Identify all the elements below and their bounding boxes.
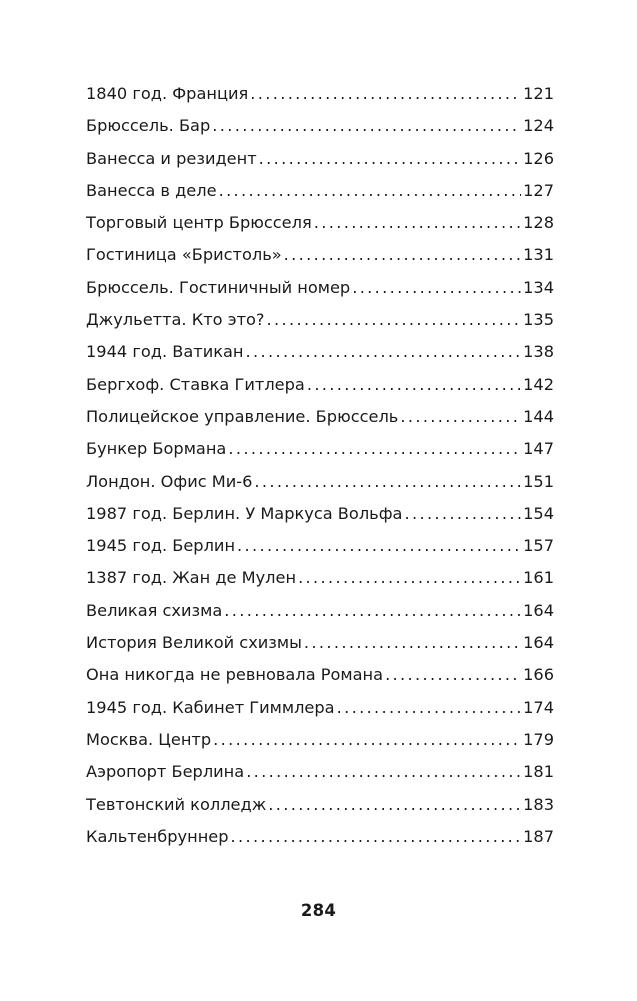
toc-entry: [86, 821, 554, 853]
toc-entry-title: Брюссель. Гостиничный номер: [86, 277, 351, 297]
toc-entry: [86, 304, 554, 336]
toc-entry-title: 1945 год. Кабинет Гиммлера: [86, 697, 335, 717]
toc-entry: [86, 595, 554, 627]
toc-entry-page: 121: [523, 84, 554, 103]
toc-dot-leader: [219, 175, 522, 207]
toc-entry-title: Бункер Бормана: [86, 439, 227, 459]
toc-dot-leader: [304, 627, 521, 659]
table-of-contents: [86, 78, 554, 853]
toc-dot-leader: [400, 401, 521, 433]
toc-entry: [86, 207, 554, 239]
toc-entry-page: 144: [523, 406, 554, 426]
toc-entry: [86, 336, 554, 368]
toc-entry-title: Бергхоф. Ставка Гитлера: [86, 374, 305, 394]
toc-dot-leader: [224, 595, 521, 627]
toc-entry-title: Ванесса в деле: [86, 180, 217, 200]
toc-dot-leader: [307, 369, 521, 401]
toc-dot-leader: [314, 207, 521, 239]
toc-entry-title: Лондон. Офис Ми-6: [86, 471, 253, 491]
toc-entry: [86, 659, 554, 691]
toc-entry: [86, 78, 554, 110]
toc-entry-page: 127: [523, 180, 554, 200]
toc-entry-page: 154: [523, 503, 554, 523]
toc-entry-page: 183: [523, 794, 554, 814]
toc-entry: [86, 239, 554, 271]
toc-entry-page: 131: [523, 245, 554, 265]
toc-entry-title: 1987 год. Берлин. У Маркуса Вольфа: [86, 503, 403, 523]
toc-entry: [86, 756, 554, 788]
toc-entry: [86, 272, 554, 304]
toc-entry-page: 134: [523, 277, 554, 297]
toc-entry: [86, 369, 554, 401]
toc-entry-page: 124: [523, 116, 554, 136]
toc-entry-page: 142: [523, 374, 554, 394]
toc-entry-title: Кальтенбруннер: [86, 826, 229, 846]
toc-dot-leader: [352, 272, 521, 304]
toc-entry-title: Брюссель. Бар: [86, 116, 211, 136]
toc-dot-leader: [259, 143, 521, 175]
toc-dot-leader: [212, 110, 521, 142]
toc-entry: [86, 724, 554, 756]
toc-entry: [86, 433, 554, 465]
toc-entry-title: Москва. Центр: [86, 729, 212, 749]
toc-dot-leader: [267, 304, 522, 336]
toc-dot-leader: [298, 562, 521, 594]
toc-entry-title: Великая схизма: [86, 600, 223, 620]
toc-entry-title: Джульетта. Кто это?: [86, 310, 265, 330]
toc-entry-page: 126: [523, 148, 554, 168]
toc-entry-title: Торговый центр Брюсселя: [86, 213, 312, 233]
toc-dot-leader: [237, 530, 521, 562]
toc-entry: [86, 110, 554, 142]
toc-dot-leader: [284, 239, 521, 271]
toc-entry-page: 128: [523, 213, 554, 233]
toc-entry-title: Тевтонский колледж: [86, 794, 267, 814]
toc-entry-page: 174: [523, 697, 554, 717]
toc-entry: [86, 562, 554, 594]
toc-dot-leader: [404, 498, 521, 530]
toc-entry-page: 157: [523, 536, 554, 556]
toc-entry-title: Она никогда не ревновала Романа: [86, 665, 384, 685]
toc-entry-title: Полицейское управление. Брюссель: [86, 406, 399, 426]
toc-entry-page: 187: [523, 826, 554, 846]
toc-entry-title: 1840 год. Франция: [86, 84, 249, 103]
toc-entry-page: 138: [523, 342, 554, 362]
toc-dot-leader: [268, 789, 521, 821]
toc-dot-leader: [246, 336, 522, 368]
toc-dot-leader: [246, 756, 521, 788]
toc-entry: [86, 401, 554, 433]
toc-entry: [86, 466, 554, 498]
toc-entry: [86, 789, 554, 821]
toc-entry: [86, 530, 554, 562]
toc-entry-title: 1945 год. Берлин: [86, 536, 236, 556]
toc-dot-leader: [213, 724, 521, 756]
toc-entry-page: 147: [523, 439, 554, 459]
toc-entry-title: 1944 год. Ватикан: [86, 342, 244, 362]
toc-entry-page: 164: [523, 633, 554, 653]
toc-entry: [86, 692, 554, 724]
toc-entry-page: 135: [523, 310, 554, 330]
toc-entry-title: 1387 год. Жан де Мулен: [86, 568, 297, 588]
toc-entry: [86, 143, 554, 175]
toc-entry-page: 166: [523, 665, 554, 685]
toc-entry-page: 179: [523, 729, 554, 749]
toc-dot-leader: [254, 466, 521, 498]
toc-dot-leader: [231, 821, 522, 853]
toc-dot-leader: [250, 78, 521, 110]
toc-dot-leader: [385, 659, 521, 691]
toc-entry-page: 161: [523, 568, 554, 588]
toc-entry-page: 164: [523, 600, 554, 620]
toc-entry-title: Гостиница «Бристоль»: [86, 245, 282, 265]
toc-entry-title: История Великой схизмы: [86, 633, 302, 653]
toc-entry: [86, 498, 554, 530]
toc-dot-leader: [337, 692, 522, 724]
toc-entry: [86, 175, 554, 207]
toc-entry-title: Аэропорт Берлина: [86, 762, 245, 782]
toc-entry-page: 151: [523, 471, 554, 491]
page-number: 284: [300, 901, 337, 920]
toc-entry-title: Ванесса и резидент: [86, 148, 257, 168]
toc-dot-leader: [228, 433, 521, 465]
toc-entry-page: 181: [523, 762, 554, 782]
toc-entry: [86, 627, 554, 659]
